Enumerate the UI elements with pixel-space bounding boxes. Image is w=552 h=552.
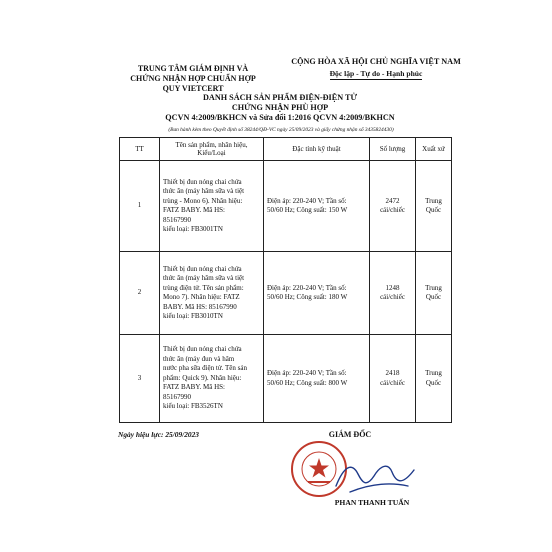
title-line: QCVN 4:2009/BKHCN và Sửa đổi 1:2016 QCVN 4:2009/BKHCN: [165, 113, 395, 122]
cell-tt: 2: [120, 252, 160, 335]
header-qty: Số lượng: [370, 138, 416, 161]
table-header-row: [120, 138, 452, 161]
table-row: [120, 252, 452, 335]
cell-origin: Trung Quốc: [416, 161, 452, 252]
org-line: TRUNG TÂM GIÁM ĐỊNH VÀ: [137, 64, 249, 73]
header-spec: Đặc tính kỹ thuật: [264, 138, 370, 161]
cell-spec: Điện áp: 220-240 V; Tần số: 50/60 Hz; Công suất: 150 W: [264, 161, 370, 252]
table-row: [120, 161, 452, 252]
national-heading: [286, 56, 466, 80]
cell-origin: Trung Quốc: [416, 252, 452, 335]
cell-qty: 1248 cái/chiếc: [370, 252, 416, 335]
org-line: CHỨNG NHẬN HỢP CHUẨN HỢP: [130, 74, 256, 83]
effective-date: Ngày hiệu lực: 25/09/2023: [118, 430, 199, 439]
table-row: [120, 335, 452, 423]
director-title: GIÁM ĐỐC: [328, 430, 372, 439]
signer-name: PHAN THANH TUẤN: [334, 498, 410, 507]
national-motto: Độc lập - Tự do - Hạnh phúc: [329, 69, 423, 78]
cell-tt: 3: [120, 335, 160, 423]
issuance-note: (Ban hành kèm theo Quyết định số 38244/QĐ-VC ngày 25/09/2023 và giấy chứng nhận số 3435824430): [168, 127, 394, 133]
cell-spec: Điện áp: 220-240 V; Tần số: 50/60 Hz; Công suất: 800 W: [264, 335, 370, 423]
product-table: [119, 137, 452, 423]
title-line: CHỨNG NHẬN PHÙ HỢP: [231, 103, 329, 112]
header-tt: TT: [120, 138, 160, 161]
nation-line: CỘNG HÒA XÃ HỘI CHỦ NGHĨA VIỆT NAM: [291, 57, 461, 66]
cell-qty: 2472 cái/chiếc: [370, 161, 416, 252]
cell-name: Thiết bị đun nóng chai chứa thức ăn (máy hâm sữa và tiệt trùng điện tử. Tên sản phẩm: Mono 7). Nhãn hiệu: FATZ BABY. Mã HS: 85167990 kiểu loại: FB3010TN: [160, 252, 264, 335]
issuing-organization: [118, 64, 268, 94]
cell-name: Thiết bị đun nóng chai chứa thức ăn (máy đun và hâm nước pha sữa điện tử. Tên sản phẩm: Quick 9). Nhãn hiệu: FATZ BABY. Mã HS: 85167990 kiểu loại: FB3526TN: [160, 335, 264, 423]
cell-qty: 2418 cái/chiếc: [370, 335, 416, 423]
cell-name: Thiết bị đun nóng chai chứa thức ăn (máy hâm sữa và tiệt trùng - Mono 6). Nhãn hiệu: FATZ BABY. Mã HS: 85167990 kiểu loại: FB3001TN: [160, 161, 264, 252]
org-line: QUY VIETCERT: [162, 84, 224, 93]
cell-spec: Điện áp: 220-240 V; Tần số: 50/60 Hz; Công suất: 180 W: [264, 252, 370, 335]
document-title: [160, 93, 400, 123]
signature-icon: [330, 452, 420, 502]
header-origin: Xuất xứ: [416, 138, 452, 161]
cell-origin: Trung Quốc: [416, 335, 452, 423]
header-name: Tên sản phẩm, nhãn hiệu, Kiểu/Loại: [160, 138, 264, 161]
title-line: DANH SÁCH SẢN PHẨM ĐIỆN-ĐIỆN TỬ: [203, 93, 357, 102]
cell-tt: 1: [120, 161, 160, 252]
